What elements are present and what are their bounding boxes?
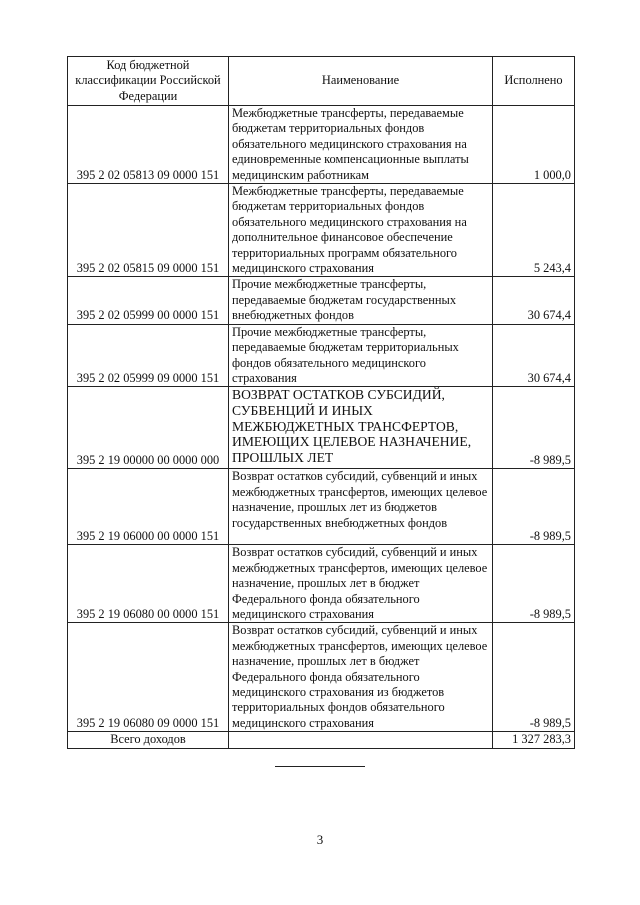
row-name: ВОЗВРАТ ОСТАТКОВ СУБСИДИЙ, СУБВЕНЦИЙ И ИНЫХ МЕЖБЮДЖЕТНЫХ ТРАНСФЕРТОВ, ИМЕЮЩИХ ЦЕЛЕВОЕ НАЗНАЧЕНИЕ, ПРОШЛЫХ ЛЕТ: [229, 387, 493, 469]
row-name: Возврат остатков субсидий, субвенций и иных межбюджетных трансфертов, имеющих целевое назначение, прошлых лет из бюджетов государственных внебюджетных фондов: [229, 469, 493, 545]
row-amount: -8 989,5: [493, 623, 575, 732]
row-name: Межбюджетные трансферты, передаваемые бюджетам территориальных фондов обязательного медицинского страхования на дополнительное финансовое обеспечение территориальных программ обязательного медицинского страхования: [229, 184, 493, 277]
row-code: 395 2 19 06080 09 0000 151: [68, 623, 229, 732]
row-name: Возврат остатков субсидий, субвенций и иных межбюджетных трансфертов, имеющих целевое назначение, прошлых лет в бюджет Федерального фонда обязательного медицинского страхования из бюджетов территориальных фондов обязательного медицинского страхования: [229, 623, 493, 732]
revenue-table: [67, 56, 575, 749]
row-amount: 5 243,4: [493, 184, 575, 277]
header-code: Код бюджетной классификации Российской Федерации: [68, 57, 229, 106]
table-row: [68, 277, 575, 324]
row-amount: 1 000,0: [493, 106, 575, 184]
table-row: [68, 545, 575, 623]
row-code: 395 2 02 05813 09 0000 151: [68, 106, 229, 184]
row-amount: 30 674,4: [493, 324, 575, 387]
separator-line: [275, 766, 365, 767]
table-row: [68, 184, 575, 277]
header-name: Наименование: [229, 57, 493, 106]
row-code: 395 2 02 05815 09 0000 151: [68, 184, 229, 277]
table-row: [68, 106, 575, 184]
table-row: [68, 623, 575, 732]
table-row: [68, 387, 575, 469]
row-name: Возврат остатков субсидий, субвенций и иных межбюджетных трансфертов, имеющих целевое назначение, прошлых лет в бюджет Федерального фонда обязательного медицинского страхования: [229, 545, 493, 623]
row-code: 395 2 02 05999 09 0000 151: [68, 324, 229, 387]
row-amount: -8 989,5: [493, 387, 575, 469]
row-name: Прочие межбюджетные трансферты, передаваемые бюджетам государственных внебюджетных фондов: [229, 277, 493, 324]
total-label: Всего доходов: [68, 732, 229, 748]
table-row: [68, 469, 575, 545]
row-name: Межбюджетные трансферты, передаваемые бюджетам территориальных фондов обязательного медицинского страхования на единовременные компенсационные выплаты медицинским работникам: [229, 106, 493, 184]
header-amount: Исполнено: [493, 57, 575, 106]
row-code: 395 2 02 05999 00 0000 151: [68, 277, 229, 324]
row-code: 395 2 19 00000 00 0000 000: [68, 387, 229, 469]
page-number: 3: [316, 832, 324, 847]
row-amount: -8 989,5: [493, 469, 575, 545]
row-amount: 30 674,4: [493, 277, 575, 324]
total-name: [229, 732, 493, 748]
row-name: Прочие межбюджетные трансферты, передаваемые бюджетам территориальных фондов обязательного медицинского страхования: [229, 324, 493, 387]
total-amount: 1 327 283,3: [493, 732, 575, 748]
row-code: 395 2 19 06000 00 0000 151: [68, 469, 229, 545]
row-amount: -8 989,5: [493, 545, 575, 623]
table-row: [68, 324, 575, 387]
total-row: [68, 732, 575, 748]
row-code: 395 2 19 06080 00 0000 151: [68, 545, 229, 623]
